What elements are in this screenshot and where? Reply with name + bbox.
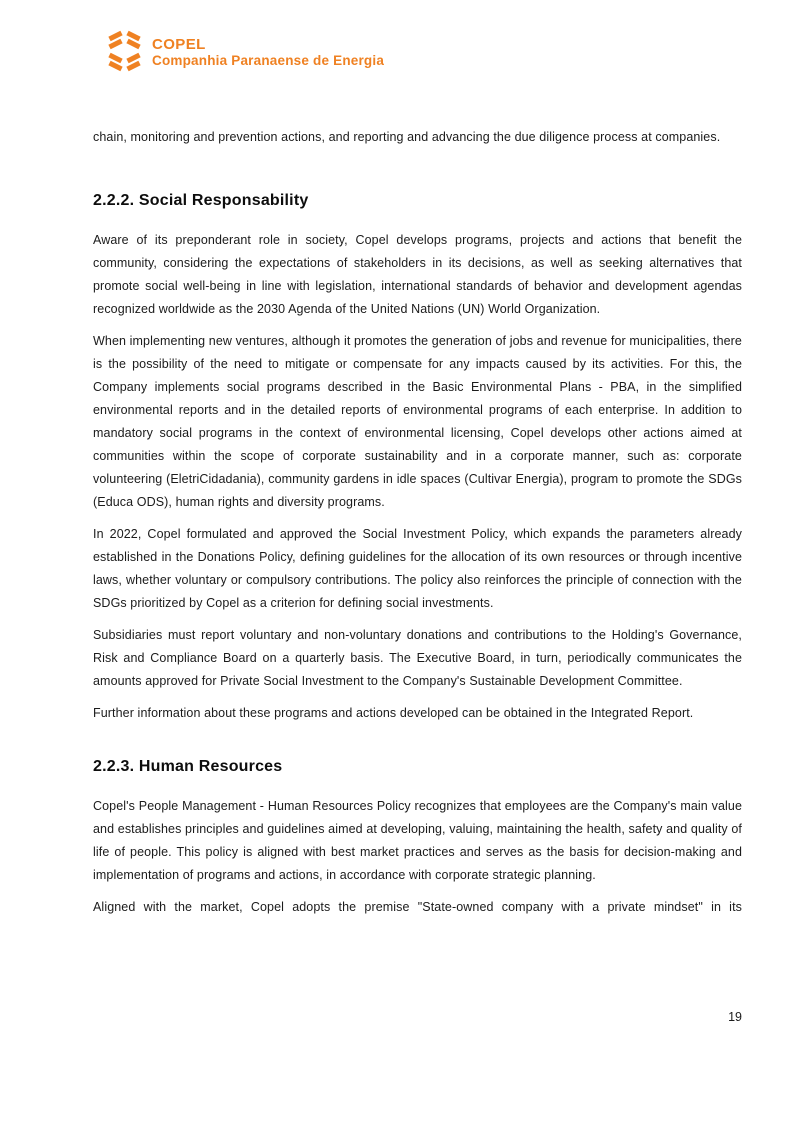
copel-logo-icon <box>106 30 143 72</box>
section-heading-social-responsability: 2.2.2. Social Responsability <box>93 192 309 209</box>
page-content <box>93 126 742 928</box>
logo-subtitle: Companhia Paranaense de Energia <box>152 53 385 68</box>
section-heading-human-resources: 2.2.3. Human Resources <box>93 758 283 775</box>
logo-title: COPEL <box>152 36 206 53</box>
paragraph-social-role: Aware of its preponderant role in society, Copel develops programs, projects and actions that benefit the community, considering the expectations of stakeholders in its decisions, as well as seeking alternatives that promote social well-being in line with legislation, international standards of behavior and development agendas recognized worldwide as the 2030 Agenda of the United Nations (UN) World Organization. <box>93 233 742 316</box>
paragraph-subsidiaries-reporting: Subsidiaries must report voluntary and non-voluntary donations and contributions to the Holding's Governance, Risk and Compliance Board on a quarterly basis. The Executive Board, in turn, periodically communicates the amounts approved for Private Social Investment to the Company's Sustainable Development Committee. <box>93 628 742 688</box>
page-number: 19 <box>728 1010 742 1024</box>
paragraph-intro-continuation: chain, monitoring and prevention actions, and reporting and advancing the due diligence process at companies. <box>93 130 721 144</box>
paragraph-aligned-with-market: Aligned with the market, Copel adopts the premise "State-owned company with a private mindset" in its <box>93 900 742 914</box>
logo-text <box>152 36 384 69</box>
copel-logo <box>106 30 384 72</box>
paragraph-further-information: Further information about these programs and actions developed can be obtained in the Integrated Report. <box>93 706 694 720</box>
paragraph-people-management: Copel's People Management - Human Resources Policy recognizes that employees are the Company's main value and establishes principles and guidelines aimed at developing, valuing, maintaining the health, safety and quality of life of people. This policy is aligned with best market practices and serves as the basis for decision-making and implementation of programs and actions, in accordance with corporate strategic planning. <box>93 799 742 882</box>
paragraph-social-investment-policy: In 2022, Copel formulated and approved the Social Investment Policy, which expands the parameters already established in the Donations Policy, defining guidelines for the allocation of its own resources or through incentive laws, whether voluntary or compulsory contributions. The policy also reinforces the principle of connection with the SDGs prioritized by Copel as a criterion for defining social investments. <box>93 527 742 610</box>
paragraph-new-ventures: When implementing new ventures, although it promotes the generation of jobs and revenue for municipalities, there is the possibility of the need to mitigate or compensate for any impacts caused by its activities. For this, the Company implements social programs described in the Basic Environmental Plans - PBA, in the simplified environmental reports and in the detailed reports of environmental programs of each enterprise. In addition to mandatory social programs in the context of environmental licensing, Copel develops other actions aimed at communities within the scope of corporate sustainability and in a corporate manner, such as: corporate volunteering (EletriCidadania), community gardens in idle spaces (Cultivar Energia), program to promote the SDGs (Educa ODS), human rights and diversity programs. <box>93 334 742 509</box>
